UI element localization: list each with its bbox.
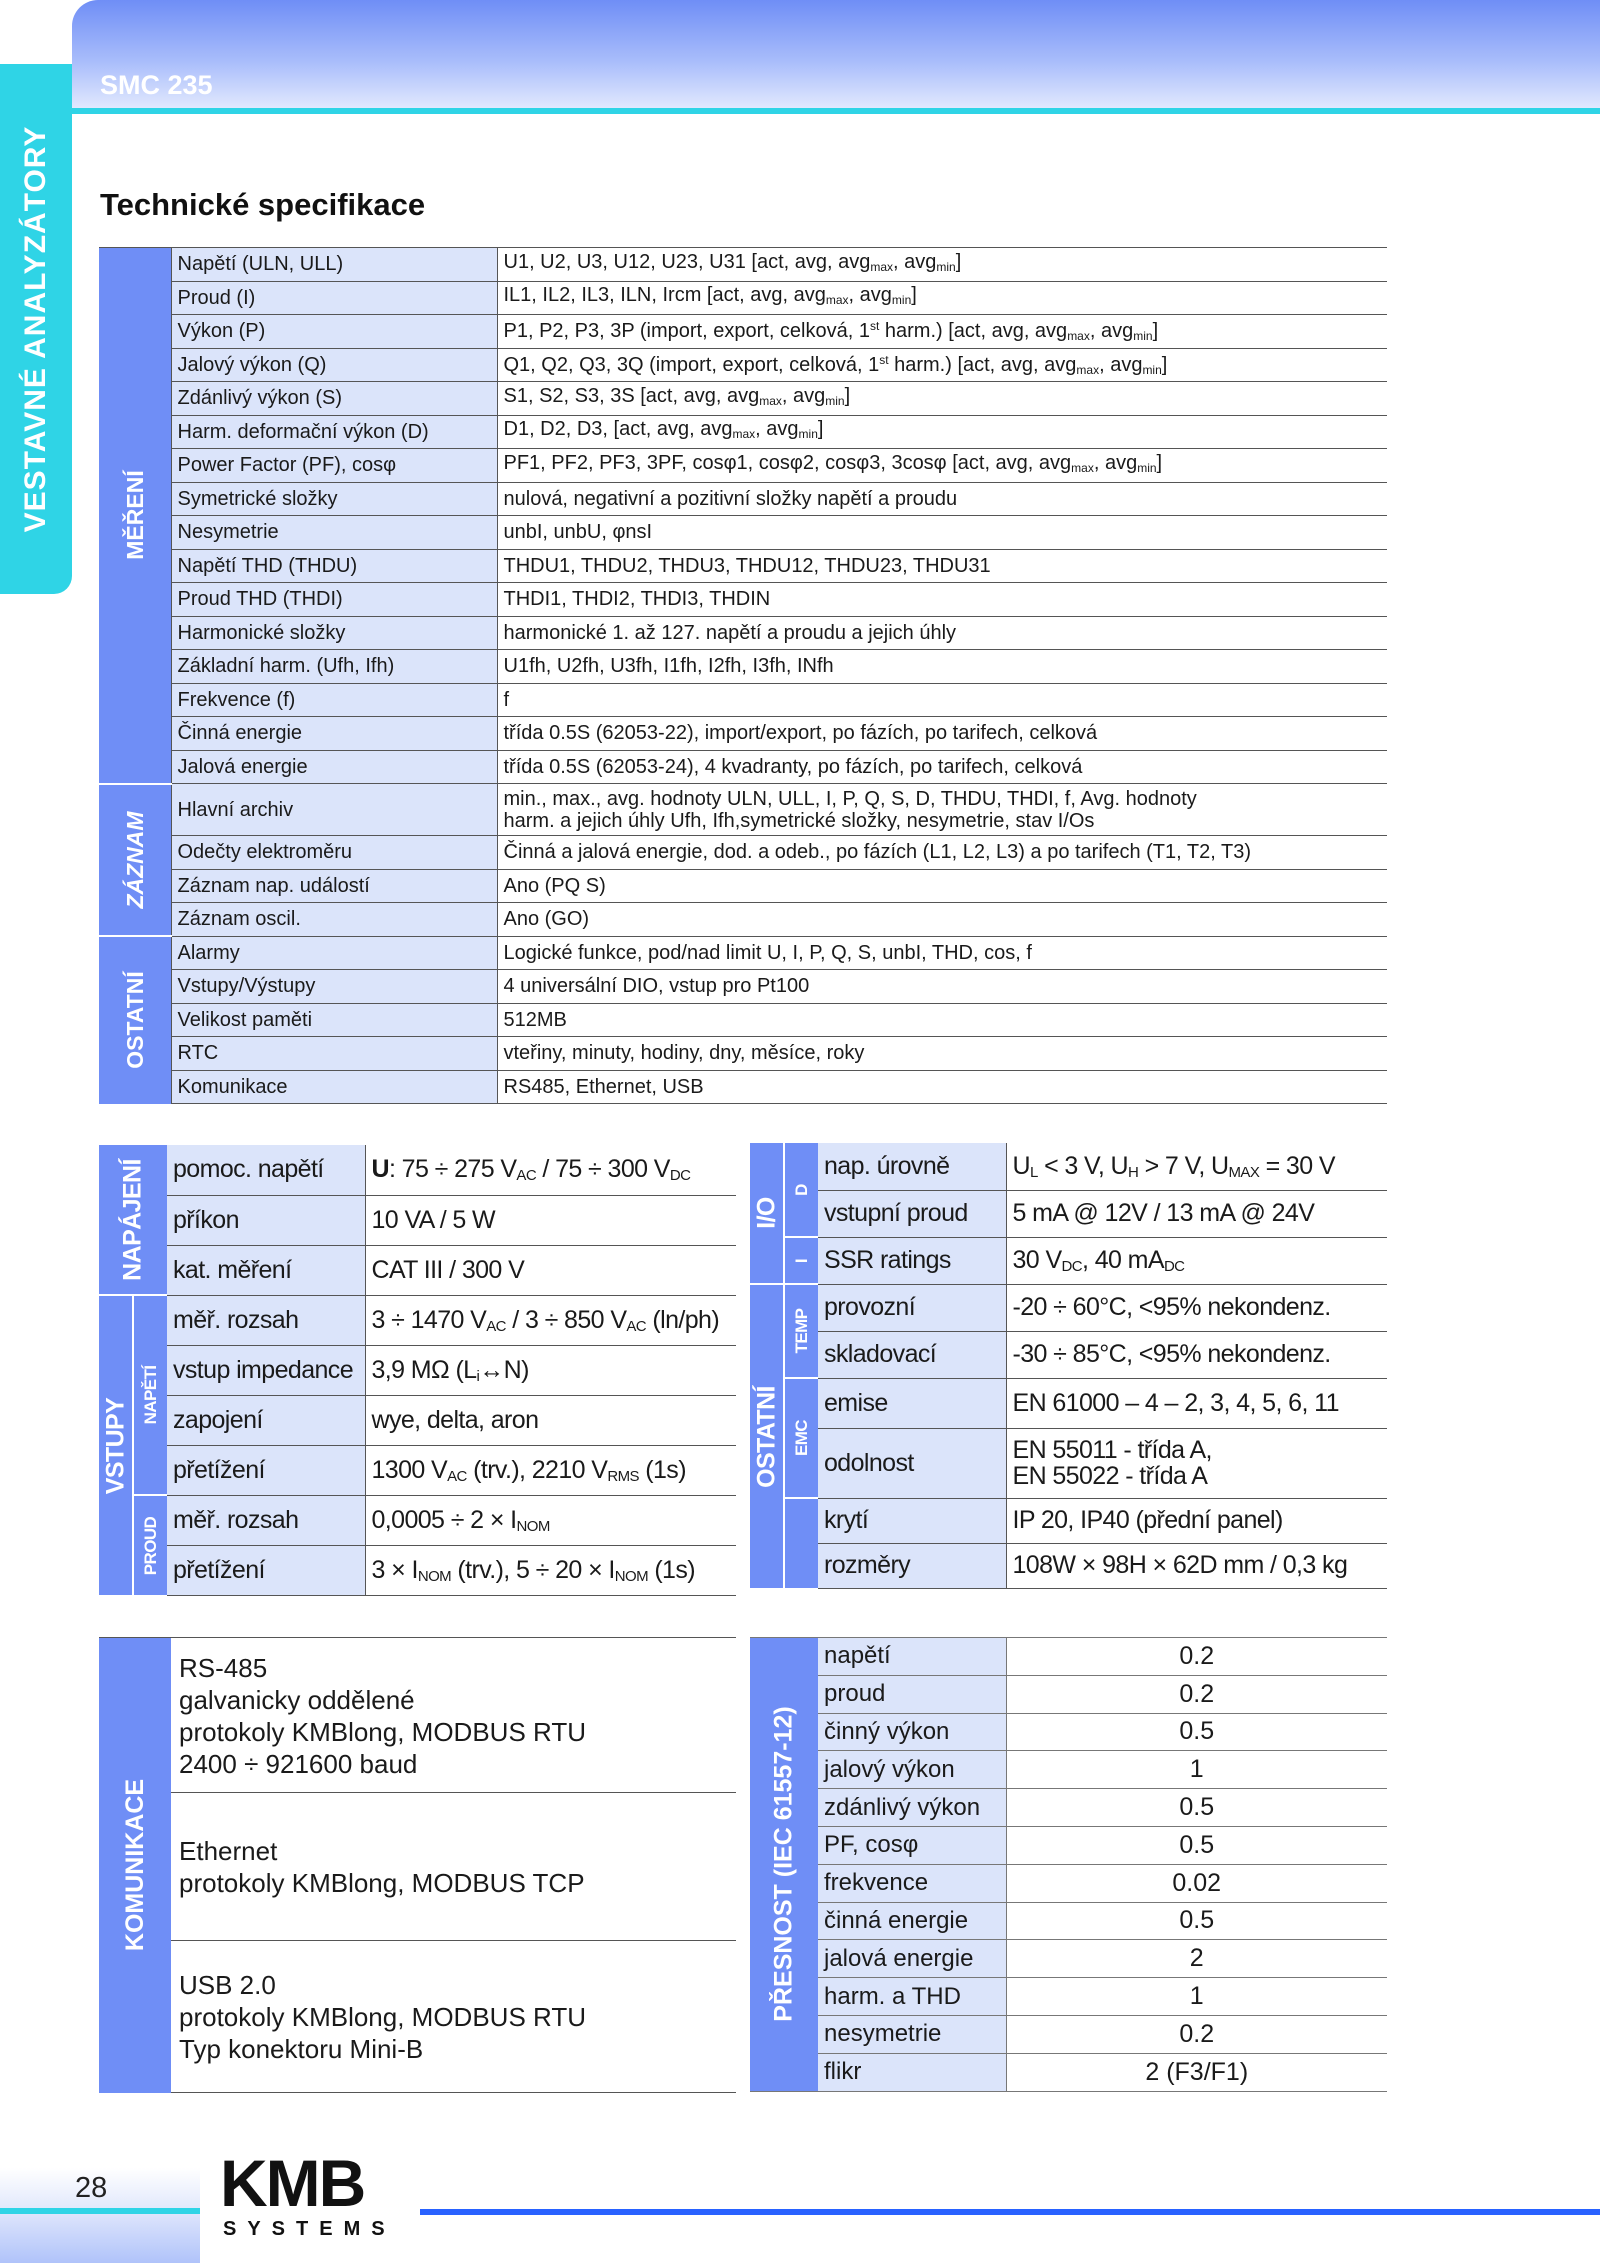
power-value: 1300 $V_{AC}$ (trv.), 2210 $V_{RMS}$ (1s): [365, 1445, 736, 1495]
category-vstupy: VSTUPY: [99, 1295, 133, 1595]
accuracy-value: 0.2: [1006, 2015, 1387, 2053]
other-value: 108W × 98H × 62D mm / 0,3 kg: [1006, 1543, 1387, 1588]
other-label: nap. úrovně: [818, 1143, 1006, 1190]
other-label: emise: [818, 1378, 1006, 1428]
power-value: CAT III / 300 V: [365, 1245, 736, 1295]
spec-label: Vstupy/Výstupy: [171, 970, 497, 1004]
accuracy-label: jalový výkon: [818, 1751, 1006, 1789]
accuracy-label: napětí: [818, 1638, 1006, 1676]
power-label: vstup impedance: [167, 1345, 365, 1395]
accuracy-table: [750, 1637, 1387, 2092]
accuracy-value: 0.2: [1006, 1638, 1387, 1676]
spec-label: Hlavní archiv: [171, 784, 497, 836]
power-value: 3,9 MΩ $(L_i\leftrightarrow N)$: [365, 1345, 736, 1395]
subcategory-empty: [784, 1498, 818, 1588]
power-value: wye, delta, aron: [365, 1395, 736, 1445]
logo-text: KMB: [220, 2146, 365, 2220]
spec-label: Zdánlivý výkon (S): [171, 382, 497, 416]
power-label: zapojení: [167, 1395, 365, 1445]
spec-label: Jalová energie: [171, 750, 497, 784]
category-napajeni: NAPÁJENÍ: [99, 1145, 167, 1295]
subcategory-i: I: [784, 1237, 818, 1284]
spec-value: Ano (PQ S): [497, 869, 1387, 903]
spec-label: Záznam nap. událostí: [171, 869, 497, 903]
header-band: [72, 0, 1600, 112]
spec-value: Logické funkce, pod/nad limit U, I, P, Q, S, unbI, THD, cos, f: [497, 936, 1387, 970]
spec-label: Základní harm. (Ufh, Ifh): [171, 650, 497, 684]
spec-value: třída 0.5S (62053-22), import/export, po fázích, po tarifech, celková: [497, 717, 1387, 751]
spec-value: U1fh, U2fh, U3fh, I1fh, I2fh, I3fh, INfh: [497, 650, 1387, 684]
power-label: přetížení: [167, 1545, 365, 1595]
spec-value: 512MB: [497, 1003, 1387, 1037]
accuracy-label: frekvence: [818, 1864, 1006, 1902]
accuracy-value: 1: [1006, 1978, 1387, 2016]
other-value: -30 ÷ 85°C, <95% nekondenz.: [1006, 1331, 1387, 1378]
power-value: 10 VA / 5 W: [365, 1195, 736, 1245]
spec-value: U1, U2, U3, U12, U23, U31 [act, avg, avg$_{max}$, avg$_{min}$]: [497, 248, 1387, 282]
other-value: 30 $V_{DC}$, 40 $mA_{DC}$: [1006, 1237, 1387, 1284]
accuracy-value: 0.5: [1006, 1826, 1387, 1864]
section-tab: [0, 64, 72, 594]
other-value: -20 ÷ 60°C, <95% nekondenz.: [1006, 1284, 1387, 1331]
accuracy-label: nesymetrie: [818, 2015, 1006, 2053]
subcategory-temp: TEMP: [784, 1284, 818, 1378]
spec-label: Záznam oscil.: [171, 903, 497, 937]
kmb-logo: [220, 2146, 400, 2241]
header-curve: [72, 114, 1600, 174]
spec-value: P1, P2, P3, 3P (import, export, celková, 1st harm.) [act, avg, avg$_{max}$, avg$_{min}$]: [497, 315, 1387, 349]
spec-label: Proud (I): [171, 281, 497, 315]
category-ostatni-2: OSTATNÍ: [750, 1284, 784, 1588]
other-label: SSR ratings: [818, 1237, 1006, 1284]
other-label: skladovací: [818, 1331, 1006, 1378]
accuracy-label: činný výkon: [818, 1713, 1006, 1751]
accuracy-label: harm. a THD: [818, 1978, 1006, 2016]
power-label: kat. měření: [167, 1245, 365, 1295]
spec-value: THDI1, THDI2, THDI3, THDIN: [497, 583, 1387, 617]
power-inputs-table: [99, 1145, 736, 1596]
accuracy-value: 0.5: [1006, 1902, 1387, 1940]
section-label: VESTAVNÉ ANALYZÁTORY: [19, 125, 52, 533]
accuracy-value: 0.2: [1006, 1675, 1387, 1713]
spec-value: THDU1, THDU2, THDU3, THDU12, THDU23, THDU31: [497, 549, 1387, 583]
power-label: měř. rozsah: [167, 1295, 365, 1345]
subcategory-d: D: [784, 1143, 818, 1237]
footer-line-right: [420, 2209, 1600, 2215]
accuracy-label: zdánlivý výkon: [818, 1789, 1006, 1827]
spec-label: Alarmy: [171, 936, 497, 970]
spec-label: Výkon (P): [171, 315, 497, 349]
accuracy-label: jalová energie: [818, 1940, 1006, 1978]
accuracy-value: 2 (F3/F1): [1006, 2053, 1387, 2091]
spec-label: Komunikace: [171, 1070, 497, 1104]
other-label: vstupní proud: [818, 1190, 1006, 1237]
spec-label: Velikost paměti: [171, 1003, 497, 1037]
spec-value: 4 universální DIO, vstup pro Pt100: [497, 970, 1387, 1004]
spec-label: Napětí (ULN, ULL): [171, 248, 497, 282]
spec-label: Harm. deformační výkon (D): [171, 415, 497, 449]
spec-value: IL1, IL2, IL3, ILN, Ircm [act, avg, avg$_{max}$, avg$_{min}$]: [497, 281, 1387, 315]
category-zaznam: ZÁZNAM: [99, 784, 171, 937]
other-value: EN 55011 - třída A, EN 55022 - třída A: [1006, 1428, 1387, 1498]
power-value: U: 75 ÷ 275 $V_{AC} / 75 \div 300$ $V_{DC}$: [365, 1145, 736, 1195]
accuracy-value: 0.5: [1006, 1713, 1387, 1751]
spec-value: RS485, Ethernet, USB: [497, 1070, 1387, 1104]
spec-label: Nesymetrie: [171, 516, 497, 550]
spec-label: Power Factor (PF), cosφ: [171, 449, 497, 483]
spec-table: [99, 247, 1387, 1104]
other-label: krytí: [818, 1498, 1006, 1543]
power-label: příkon: [167, 1195, 365, 1245]
communication-block: USB 2.0 protokoly KMBlong, MODBUS RTU Typ konektoru Mini-B: [171, 1941, 736, 2093]
spec-value: třída 0.5S (62053-24), 4 kvadranty, po fázích, po tarifech, celková: [497, 750, 1387, 784]
other-label: odolnost: [818, 1428, 1006, 1498]
category-komunikace: KOMUNIKACE: [99, 1638, 171, 2093]
spec-value: unbI, unbU, φnsI: [497, 516, 1387, 550]
accuracy-value: 0.02: [1006, 1864, 1387, 1902]
spec-value: min., max., avg. hodnoty ULN, ULL, I, P, Q, S, D, THDU, THDI, f, Avg. hodnoty harm. a jejich úhly Ufh, Ifh,symetrické složky, nesymetrie, stav I/Os: [497, 784, 1387, 836]
category-mereni: MĚŘENÍ: [99, 248, 171, 784]
communication-table: [99, 1637, 736, 2093]
spec-value: vteřiny, minuty, hodiny, dny, měsíce, roky: [497, 1037, 1387, 1071]
subcategory-emc: EMC: [784, 1378, 818, 1498]
spec-value: PF1, PF2, PF3, 3PF, cosφ1, cosφ2, cosφ3, 3cosφ [act, avg, avg$_{max}$, avg$_{min}$]: [497, 449, 1387, 483]
accuracy-value: 1: [1006, 1751, 1387, 1789]
power-label: pomoc. napětí: [167, 1145, 365, 1195]
other-specs-table: [750, 1143, 1387, 1589]
spec-label: Jalový výkon (Q): [171, 348, 497, 382]
spec-value: Q1, Q2, Q3, 3Q (import, export, celková, 1st harm.) [act, avg, avg$_{max}$, avg$_{min}$]: [497, 348, 1387, 382]
spec-label: Harmonické složky: [171, 616, 497, 650]
spec-label: Frekvence (f): [171, 683, 497, 717]
power-value: $0,0005 \div 2 \times I_{NOM}$: [365, 1495, 736, 1545]
subcategory-proud: PROUD: [133, 1495, 167, 1595]
category-presnost: PŘESNOST (IEC 61557-12): [750, 1638, 818, 2092]
spec-value: Ano (GO): [497, 903, 1387, 937]
footer-line-left: [0, 2208, 200, 2214]
logo-subtext: SYSTEMS: [223, 2218, 396, 2240]
power-label: přetížení: [167, 1445, 365, 1495]
spec-label: Činná energie: [171, 717, 497, 751]
communication-block: Ethernet protokoly KMBlong, MODBUS TCP: [171, 1793, 736, 1941]
other-label: rozměry: [818, 1543, 1006, 1588]
other-value: IP 20, IP40 (přední panel): [1006, 1498, 1387, 1543]
spec-label: Odečty elektroměru: [171, 836, 497, 870]
other-value: EN 61000 – 4 – 2, 3, 4, 5, 6, 11: [1006, 1378, 1387, 1428]
spec-value: harmonické 1. až 127. napětí a proudu a jejich úhly: [497, 616, 1387, 650]
spec-label: RTC: [171, 1037, 497, 1071]
accuracy-value: 2: [1006, 1940, 1387, 1978]
spec-label: Napětí THD (THDU): [171, 549, 497, 583]
communication-block: RS-485 galvanicky oddělené protokoly KMBlong, MODBUS RTU 2400 ÷ 921600 baud: [171, 1638, 736, 1793]
page-title: Technické specifikace: [100, 187, 426, 222]
spec-value: D1, D2, D3, [act, avg, avg$_{max}$, avg$_{min}$]: [497, 415, 1387, 449]
power-value: 3 ÷ 1470 $V_{AC} / 3 \div 850$ $V_{AC}$ (ln/ph): [365, 1295, 736, 1345]
power-value: $3 \times I_{NOM}$ (trv.), $5 \div 20 \times I_{NOM}$ (1s): [365, 1545, 736, 1595]
model-name: SMC 235: [100, 70, 213, 100]
other-label: provozní: [818, 1284, 1006, 1331]
spec-value: Činná a jalová energie, dod. a odeb., po fázích (L1, L2, L3) a po tarifech (T1, T2, T3): [497, 836, 1387, 870]
other-value: $U_L < 3$ V, $U_H > 7$ V, $U_{MAX} = 30$ V: [1006, 1143, 1387, 1190]
spec-label: Symetrické složky: [171, 482, 497, 516]
accuracy-label: činná energie: [818, 1902, 1006, 1940]
spec-value: f: [497, 683, 1387, 717]
category-ostatni: OSTATNÍ: [99, 936, 171, 1104]
accuracy-label: proud: [818, 1675, 1006, 1713]
power-label: měř. rozsah: [167, 1495, 365, 1545]
category-io: I/O: [750, 1143, 784, 1284]
spec-value: S1, S2, S3, 3S [act, avg, avg$_{max}$, avg$_{min}$]: [497, 382, 1387, 416]
other-value: 5 mA @ 12V / 13 mA @ 24V: [1006, 1190, 1387, 1237]
spec-value: nulová, negativní a pozitivní složky napětí a proudu: [497, 482, 1387, 516]
spec-label: Proud THD (THDI): [171, 583, 497, 617]
accuracy-value: 0.5: [1006, 1789, 1387, 1827]
accuracy-label: PF, cosφ: [818, 1826, 1006, 1864]
subcategory-napeti: NAPĚTÍ: [133, 1295, 167, 1495]
page-number: 28: [75, 2172, 108, 2204]
accuracy-label: flikr: [818, 2053, 1006, 2091]
